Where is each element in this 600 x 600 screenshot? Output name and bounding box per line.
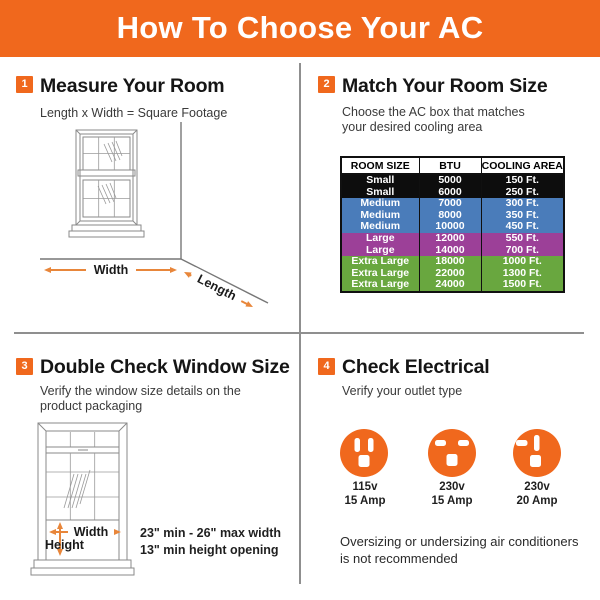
outlet-3-label [492,481,582,508]
cell-btu: 24000 [419,279,481,292]
outlet-115v-15amp-icon [340,429,388,477]
outlet-2-voltage: 230v [439,481,465,493]
outlet-1-voltage: 115v [352,481,378,493]
outlet-3-amps: 20 Amp [516,494,558,507]
step-4-title: Check Electrical [342,356,490,378]
cell-cooling-area: 1300 Ft. [481,268,564,280]
cell-btu: 22000 [419,268,481,280]
table-row [341,174,564,187]
table-row [341,256,564,268]
cell-room-size: Small [341,187,419,199]
width-label: Width [73,525,109,539]
cell-cooling-area: 300 Ft. [481,198,564,210]
cell-cooling-area: 1000 Ft. [481,256,564,268]
cell-room-size: Medium [341,210,419,222]
sizing-note [340,534,578,567]
height-label: Height [45,538,84,552]
horizontal-divider [14,332,584,334]
step-2-subtitle-line1: Choose the AC box that matches [342,105,525,119]
window-size-note [140,525,281,558]
cell-room-size: Extra Large [341,268,419,280]
window-size-note-line1: 23" min - 26" max width [140,526,282,540]
cell-cooling-area: 550 Ft. [481,233,564,245]
table-row [341,233,564,245]
length-arrow [184,267,253,307]
cell-btu: 10000 [419,221,481,233]
cell-btu: 6000 [419,187,481,199]
cell-room-size: Medium [341,221,419,233]
step-2-subtitle-line2: your desired cooling area [342,120,483,134]
col-header-cooling-area: COOLING AREA [481,157,564,174]
step-3-subtitle-line2: product packaging [40,399,143,413]
page-title: How To Choose Your AC [0,0,600,57]
width-arrow [44,262,177,277]
step-2-title: Match Your Room Size [342,75,548,97]
step-1-title: Measure Your Room [40,75,225,97]
cell-room-size: Small [341,174,419,187]
cell-btu: 14000 [419,245,481,257]
outlet-230v-20amp-icon [513,429,561,477]
step-3-badge: 3 [16,358,33,375]
step-2-badge: 2 [318,76,335,93]
vertical-divider [299,63,301,584]
cell-cooling-area: 350 Ft. [481,210,564,222]
window-sketch [31,423,134,575]
step-3-subtitle [40,384,241,414]
step-4-subtitle: Verify your outlet type [342,384,463,398]
room-corner-sketch [40,122,268,303]
width-label: Width [93,263,129,277]
table-header-row [341,157,564,174]
sizing-note-line1: Oversizing or undersizing air conditioners [340,534,579,549]
step-1-badge: 1 [16,76,33,93]
cell-room-size: Extra Large [341,256,419,268]
window-size-note-line2: 13" min height opening [140,542,279,557]
sizing-note-line2: is not recommended [340,550,458,566]
step-2-subtitle [342,105,525,135]
step-1-subtitle: Length x Width = Square Footage [40,106,228,120]
outlet-1-amps: 15 Amp [344,494,386,507]
cell-cooling-area: 150 Ft. [481,174,564,187]
length-label: Length [195,271,239,304]
cell-cooling-area: 1500 Ft. [481,279,564,292]
window-size-illustration [30,420,140,582]
step-4-badge: 4 [318,358,335,375]
outlet-3-voltage: 230v [524,481,550,493]
outlet-icons [330,425,570,481]
cell-btu: 8000 [419,210,481,222]
outlet-230v-15amp-icon [428,429,476,477]
col-header-room-size: ROOM SIZE [341,157,419,174]
window-sketch [69,130,144,237]
step-3-title: Double Check Window Size [40,356,290,378]
cell-room-size: Large [341,233,419,245]
cell-room-size: Large [341,245,419,257]
cell-cooling-area: 250 Ft. [481,187,564,199]
room-size-table-body [341,174,564,292]
cell-cooling-area: 700 Ft. [481,245,564,257]
cell-room-size: Medium [341,198,419,210]
cell-btu: 7000 [419,198,481,210]
outlet-1-label [320,481,410,508]
room-measure-illustration [20,120,290,320]
cell-btu: 5000 [419,174,481,187]
room-size-table [340,156,565,293]
cell-btu: 18000 [419,256,481,268]
cell-cooling-area: 450 Ft. [481,221,564,233]
col-header-btu: BTU [419,157,481,174]
outlet-2-label [407,481,497,508]
step-3-subtitle-line1: Verify the window size details on the [40,384,241,398]
cell-room-size: Extra Large [341,279,419,292]
cell-btu: 12000 [419,233,481,245]
table-row [341,279,564,292]
outlet-2-amps: 15 Amp [431,494,473,507]
